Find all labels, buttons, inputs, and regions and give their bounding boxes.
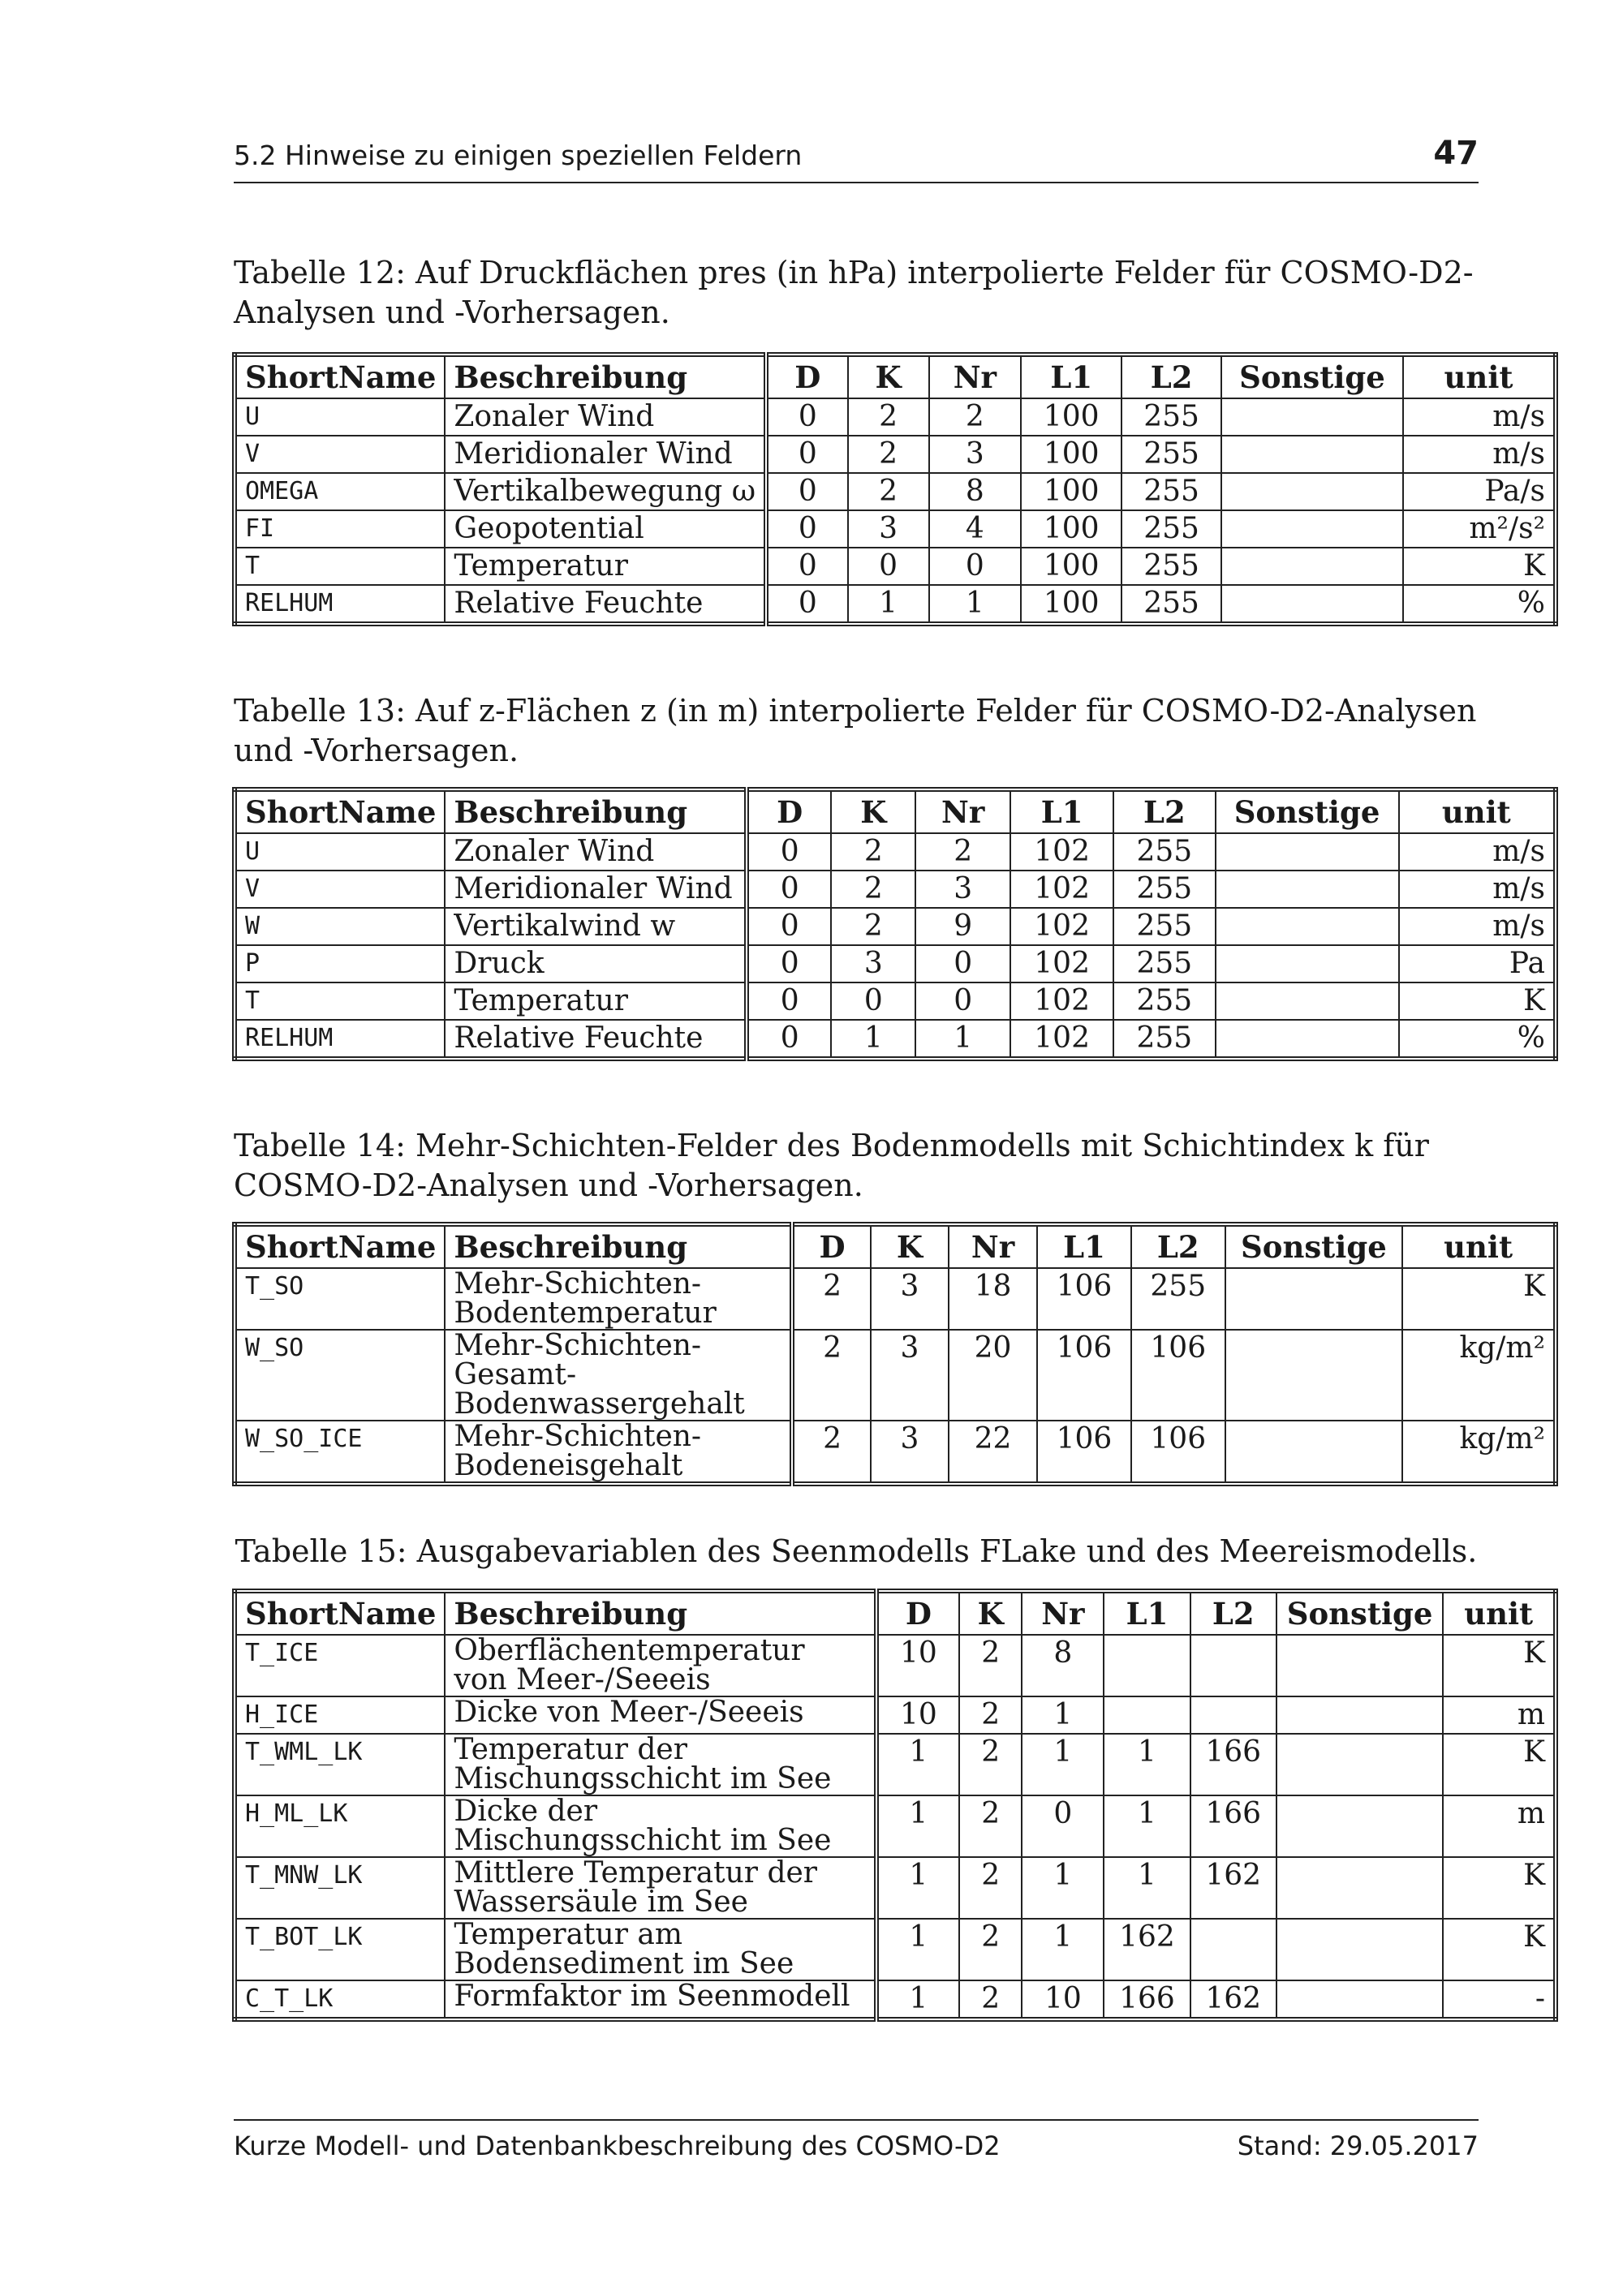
cell-l1: 106 xyxy=(1037,1421,1131,1484)
cell-nr: 3 xyxy=(915,871,1010,908)
table-row xyxy=(235,548,1556,585)
cell-shortname: T xyxy=(235,548,445,585)
cell-sonstige xyxy=(1276,1635,1444,1696)
header-unit: unit xyxy=(1443,1591,1556,1635)
cell-nr: 4 xyxy=(929,510,1021,548)
cell-l2: 166 xyxy=(1190,1734,1276,1795)
header-nr: Nr xyxy=(929,355,1021,398)
header-beschreibung: Beschreibung xyxy=(445,355,766,398)
header-nr: Nr xyxy=(1022,1591,1104,1635)
cell-sonstige xyxy=(1216,908,1399,945)
cell-shortname: U xyxy=(235,398,445,436)
header-l1: L1 xyxy=(1010,789,1113,833)
cell-beschreibung: Relative Feuchte xyxy=(445,1020,747,1059)
page-number: 47 xyxy=(1433,135,1479,172)
table15-caption: Tabelle 15: Ausgabevariablen des Seenmodells FLake und des Meereismodells. xyxy=(235,1533,1478,1569)
cell-beschreibung: Mittlere Temperatur der Wassersäule im See xyxy=(445,1857,876,1919)
cell-l2: 255 xyxy=(1121,548,1221,585)
cell-sonstige xyxy=(1225,1268,1403,1330)
cell-shortname: H_ML_LK xyxy=(235,1795,445,1857)
cell-unit: K xyxy=(1402,1268,1556,1330)
cell-k: 3 xyxy=(871,1330,949,1421)
cell-nr: 0 xyxy=(915,945,1010,982)
cell-nr: 1 xyxy=(1022,1734,1104,1795)
cell-beschreibung: Oberflächentemperatur von Meer-/Seeeis xyxy=(445,1635,876,1696)
cell-unit: Pa xyxy=(1399,945,1556,982)
cell-sonstige xyxy=(1276,1857,1444,1919)
cell-unit: K xyxy=(1443,1635,1556,1696)
header-d: D xyxy=(792,1224,870,1268)
cell-l2: 255 xyxy=(1113,1020,1215,1059)
cell-d: 2 xyxy=(792,1330,870,1421)
cell-d: 1 xyxy=(876,1919,959,1980)
table-row xyxy=(235,1268,1556,1330)
header-k: K xyxy=(959,1591,1022,1635)
cell-k: 2 xyxy=(959,1795,1022,1857)
table14-caption: Tabelle 14: Mehr-Schichten-Felder des Bodenmodells mit Schichtindex k für COSMO-D2-Analysen und -Vorhersagen. xyxy=(234,1128,1429,1203)
cell-d: 0 xyxy=(747,1020,831,1059)
header-sonstige: Sonstige xyxy=(1216,789,1399,833)
table-row xyxy=(235,473,1556,510)
header-shortname: ShortName xyxy=(235,1591,445,1635)
cell-shortname: C_T_LK xyxy=(235,1980,445,2019)
table15 xyxy=(232,1589,1558,2022)
cell-nr: 8 xyxy=(929,473,1021,510)
cell-sonstige xyxy=(1225,1421,1403,1484)
cell-l1: 102 xyxy=(1010,908,1113,945)
header-l2: L2 xyxy=(1121,355,1221,398)
cell-unit: % xyxy=(1399,1020,1556,1059)
cell-unit: K xyxy=(1443,1919,1556,1980)
cell-sonstige xyxy=(1221,510,1403,548)
cell-k: 2 xyxy=(959,1857,1022,1919)
cell-k: 2 xyxy=(831,871,915,908)
cell-l1: 100 xyxy=(1021,548,1121,585)
table-row xyxy=(235,1857,1556,1919)
cell-shortname: RELHUM xyxy=(235,585,445,624)
cell-nr: 2 xyxy=(929,398,1021,436)
footer-title: Kurze Modell- und Datenbankbeschreibung des COSMO-D2 xyxy=(234,2130,1001,2161)
cell-d: 0 xyxy=(747,945,831,982)
cell-shortname: P xyxy=(235,945,445,982)
cell-l2: 162 xyxy=(1190,1857,1276,1919)
cell-unit: m/s xyxy=(1399,871,1556,908)
cell-d: 1 xyxy=(876,1795,959,1857)
cell-l1: 1 xyxy=(1104,1734,1190,1795)
cell-shortname: T_MNW_LK xyxy=(235,1857,445,1919)
header-l2: L2 xyxy=(1113,789,1215,833)
cell-nr: 0 xyxy=(915,982,1010,1020)
header-shortname: ShortName xyxy=(235,1224,445,1268)
header-d: D xyxy=(766,355,847,398)
cell-unit: kg/m² xyxy=(1402,1330,1556,1421)
cell-d: 0 xyxy=(747,871,831,908)
cell-l1: 102 xyxy=(1010,982,1113,1020)
cell-beschreibung: Temperatur xyxy=(445,548,766,585)
cell-sonstige xyxy=(1276,1795,1444,1857)
cell-beschreibung: Geopotential xyxy=(445,510,766,548)
cell-l2: 255 xyxy=(1113,945,1215,982)
cell-nr: 0 xyxy=(929,548,1021,585)
cell-sonstige xyxy=(1216,833,1399,871)
cell-beschreibung: Mehr-Schichten-Bodentemperatur xyxy=(445,1268,792,1330)
cell-l2: 255 xyxy=(1121,436,1221,473)
header-shortname: ShortName xyxy=(235,789,445,833)
header-l2: L2 xyxy=(1131,1224,1225,1268)
cell-unit: % xyxy=(1403,585,1556,624)
header-beschreibung: Beschreibung xyxy=(445,1591,876,1635)
cell-l1: 106 xyxy=(1037,1330,1131,1421)
cell-shortname: FI xyxy=(235,510,445,548)
cell-d: 1 xyxy=(876,1980,959,2019)
cell-sonstige xyxy=(1221,398,1403,436)
table-row xyxy=(235,945,1556,982)
cell-l1: 100 xyxy=(1021,398,1121,436)
cell-k: 2 xyxy=(959,1635,1022,1696)
cell-k: 2 xyxy=(831,908,915,945)
header-beschreibung: Beschreibung xyxy=(445,1224,792,1268)
cell-shortname: T_BOT_LK xyxy=(235,1919,445,1980)
cell-beschreibung: Mehr-Schichten-Bodeneisgehalt xyxy=(445,1421,792,1484)
cell-l2 xyxy=(1190,1635,1276,1696)
cell-sonstige xyxy=(1276,1734,1444,1795)
table-row xyxy=(235,871,1556,908)
cell-beschreibung: Formfaktor im Seenmodell xyxy=(445,1980,876,2019)
cell-nr: 2 xyxy=(915,833,1010,871)
cell-d: 0 xyxy=(766,473,847,510)
cell-shortname: T_ICE xyxy=(235,1635,445,1696)
cell-l1: 166 xyxy=(1104,1980,1190,2019)
cell-k: 2 xyxy=(848,398,929,436)
cell-beschreibung: Vertikalwind w xyxy=(445,908,747,945)
cell-shortname: T_WML_LK xyxy=(235,1734,445,1795)
table-row xyxy=(235,510,1556,548)
header-l1: L1 xyxy=(1021,355,1121,398)
cell-shortname: U xyxy=(235,833,445,871)
cell-k: 3 xyxy=(831,945,915,982)
cell-nr: 20 xyxy=(949,1330,1037,1421)
cell-unit: m/s xyxy=(1399,908,1556,945)
cell-unit: - xyxy=(1443,1980,1556,2019)
header-l2: L2 xyxy=(1190,1591,1276,1635)
header-unit: unit xyxy=(1402,1224,1556,1268)
table-row xyxy=(235,1734,1556,1795)
cell-l1: 162 xyxy=(1104,1919,1190,1980)
cell-nr: 8 xyxy=(1022,1635,1104,1696)
cell-l2: 255 xyxy=(1121,510,1221,548)
cell-l2: 166 xyxy=(1190,1795,1276,1857)
cell-shortname: H_ICE xyxy=(235,1696,445,1734)
cell-unit: m/s xyxy=(1403,436,1556,473)
cell-sonstige xyxy=(1216,945,1399,982)
cell-nr: 9 xyxy=(915,908,1010,945)
cell-l2: 106 xyxy=(1131,1421,1225,1484)
cell-k: 2 xyxy=(959,1734,1022,1795)
cell-shortname: T xyxy=(235,982,445,1020)
page-footer xyxy=(234,2119,1479,2161)
page-header xyxy=(234,135,1479,183)
cell-nr: 1 xyxy=(929,585,1021,624)
cell-unit: K xyxy=(1443,1734,1556,1795)
table-row xyxy=(235,1980,1556,2019)
cell-unit: K xyxy=(1399,982,1556,1020)
cell-shortname: OMEGA xyxy=(235,473,445,510)
table14 xyxy=(232,1222,1558,1486)
cell-d: 10 xyxy=(876,1635,959,1696)
table13-caption: Tabelle 13: Auf z-Flächen z (in m) interpolierte Felder für COSMO-D2-Analysen und -Vorhersagen. xyxy=(234,693,1477,768)
cell-k: 2 xyxy=(959,1919,1022,1980)
cell-beschreibung: Zonaler Wind xyxy=(445,398,766,436)
cell-l1: 106 xyxy=(1037,1268,1131,1330)
cell-shortname: V xyxy=(235,871,445,908)
cell-unit: m xyxy=(1443,1696,1556,1734)
cell-d: 0 xyxy=(766,398,847,436)
cell-l1 xyxy=(1104,1696,1190,1734)
cell-d: 0 xyxy=(747,833,831,871)
table-row xyxy=(235,908,1556,945)
cell-k: 2 xyxy=(959,1980,1022,2019)
cell-sonstige xyxy=(1276,1696,1444,1734)
cell-shortname: W_SO xyxy=(235,1330,445,1421)
cell-nr: 1 xyxy=(1022,1696,1104,1734)
cell-beschreibung: Temperatur xyxy=(445,982,747,1020)
table-row xyxy=(235,1020,1556,1059)
cell-k: 2 xyxy=(848,473,929,510)
cell-d: 2 xyxy=(792,1268,870,1330)
cell-beschreibung: Temperatur am Bodensediment im See xyxy=(445,1919,876,1980)
cell-nr: 1 xyxy=(1022,1857,1104,1919)
cell-unit: K xyxy=(1443,1857,1556,1919)
cell-l1: 102 xyxy=(1010,1020,1113,1059)
cell-beschreibung: Meridionaler Wind xyxy=(445,436,766,473)
cell-sonstige xyxy=(1221,585,1403,624)
cell-beschreibung: Vertikalbewegung ω xyxy=(445,473,766,510)
table12 xyxy=(232,352,1558,626)
cell-k: 3 xyxy=(871,1421,949,1484)
header-d: D xyxy=(747,789,831,833)
cell-shortname: RELHUM xyxy=(235,1020,445,1059)
header-k: K xyxy=(871,1224,949,1268)
header-beschreibung: Beschreibung xyxy=(445,789,747,833)
cell-unit: Pa/s xyxy=(1403,473,1556,510)
cell-l2 xyxy=(1190,1919,1276,1980)
table-row xyxy=(235,1421,1556,1484)
cell-beschreibung: Druck xyxy=(445,945,747,982)
header-nr: Nr xyxy=(915,789,1010,833)
cell-nr: 1 xyxy=(1022,1919,1104,1980)
cell-l2: 255 xyxy=(1121,398,1221,436)
cell-d: 0 xyxy=(766,585,847,624)
cell-d: 0 xyxy=(747,982,831,1020)
cell-d: 10 xyxy=(876,1696,959,1734)
cell-unit: kg/m² xyxy=(1402,1421,1556,1484)
cell-beschreibung: Mehr-Schichten-Gesamt-Bodenwassergehalt xyxy=(445,1330,792,1421)
cell-beschreibung: Zonaler Wind xyxy=(445,833,747,871)
cell-k: 2 xyxy=(959,1696,1022,1734)
cell-shortname: W_SO_ICE xyxy=(235,1421,445,1484)
cell-l1 xyxy=(1104,1635,1190,1696)
cell-k: 3 xyxy=(871,1268,949,1330)
cell-l1: 100 xyxy=(1021,510,1121,548)
cell-l2: 255 xyxy=(1121,585,1221,624)
header-d: D xyxy=(876,1591,959,1635)
cell-sonstige xyxy=(1276,1919,1444,1980)
cell-d: 1 xyxy=(876,1857,959,1919)
cell-l1: 1 xyxy=(1104,1795,1190,1857)
cell-sonstige xyxy=(1216,1020,1399,1059)
cell-nr: 3 xyxy=(929,436,1021,473)
cell-unit: K xyxy=(1403,548,1556,585)
table-row xyxy=(235,1919,1556,1980)
cell-l1: 102 xyxy=(1010,871,1113,908)
footer-date: Stand: 29.05.2017 xyxy=(1237,2130,1479,2161)
cell-d: 2 xyxy=(792,1421,870,1484)
table-row xyxy=(235,1696,1556,1734)
table-row xyxy=(235,982,1556,1020)
table13 xyxy=(232,787,1558,1061)
cell-k: 1 xyxy=(848,585,929,624)
cell-unit: m xyxy=(1443,1795,1556,1857)
cell-l1: 102 xyxy=(1010,833,1113,871)
cell-l1: 100 xyxy=(1021,473,1121,510)
table-header-row xyxy=(235,789,1556,833)
table-header-row xyxy=(235,355,1556,398)
cell-d: 0 xyxy=(766,510,847,548)
cell-unit: m/s xyxy=(1403,398,1556,436)
table-header-row xyxy=(235,1591,1556,1635)
cell-beschreibung: Dicke von Meer-/Seeeis xyxy=(445,1696,876,1734)
cell-nr: 18 xyxy=(949,1268,1037,1330)
table12-caption: Tabelle 12: Auf Druckflächen pres (in hPa) interpolierte Felder für COSMO-D2-Analysen und -Vorhersagen. xyxy=(234,255,1474,330)
table-row xyxy=(235,398,1556,436)
cell-l1: 100 xyxy=(1021,436,1121,473)
cell-d: 0 xyxy=(766,436,847,473)
table-row xyxy=(235,436,1556,473)
section-title: 5.2 Hinweise zu einigen speziellen Feldern xyxy=(234,140,803,171)
cell-k: 2 xyxy=(831,833,915,871)
table-header-row xyxy=(235,1224,1556,1268)
cell-l1: 100 xyxy=(1021,585,1121,624)
cell-k: 0 xyxy=(831,982,915,1020)
cell-sonstige xyxy=(1225,1330,1403,1421)
cell-nr: 22 xyxy=(949,1421,1037,1484)
cell-sonstige xyxy=(1221,548,1403,585)
header-l1: L1 xyxy=(1037,1224,1131,1268)
cell-beschreibung: Meridionaler Wind xyxy=(445,871,747,908)
cell-d: 0 xyxy=(766,548,847,585)
cell-l2: 255 xyxy=(1113,908,1215,945)
cell-k: 0 xyxy=(848,548,929,585)
header-unit: unit xyxy=(1399,789,1556,833)
cell-sonstige xyxy=(1216,982,1399,1020)
cell-d: 1 xyxy=(876,1734,959,1795)
cell-l2: 255 xyxy=(1121,473,1221,510)
cell-l1: 102 xyxy=(1010,945,1113,982)
cell-k: 1 xyxy=(831,1020,915,1059)
cell-l1: 1 xyxy=(1104,1857,1190,1919)
cell-sonstige xyxy=(1221,473,1403,510)
cell-l2: 255 xyxy=(1113,982,1215,1020)
cell-nr: 1 xyxy=(915,1020,1010,1059)
header-k: K xyxy=(831,789,915,833)
cell-l2: 106 xyxy=(1131,1330,1225,1421)
cell-l2 xyxy=(1190,1696,1276,1734)
cell-beschreibung: Relative Feuchte xyxy=(445,585,766,624)
header-k: K xyxy=(848,355,929,398)
cell-k: 3 xyxy=(848,510,929,548)
table-row xyxy=(235,585,1556,624)
cell-nr: 0 xyxy=(1022,1795,1104,1857)
cell-l2: 162 xyxy=(1190,1980,1276,2019)
cell-d: 0 xyxy=(747,908,831,945)
cell-k: 2 xyxy=(848,436,929,473)
cell-l2: 255 xyxy=(1113,833,1215,871)
table-row xyxy=(235,1635,1556,1696)
cell-beschreibung: Dicke der Mischungsschicht im See xyxy=(445,1795,876,1857)
cell-unit: m²/s² xyxy=(1403,510,1556,548)
cell-beschreibung: Temperatur der Mischungsschicht im See xyxy=(445,1734,876,1795)
cell-sonstige xyxy=(1221,436,1403,473)
header-sonstige: Sonstige xyxy=(1225,1224,1403,1268)
cell-l2: 255 xyxy=(1113,871,1215,908)
cell-unit: m/s xyxy=(1399,833,1556,871)
header-shortname: ShortName xyxy=(235,355,445,398)
cell-sonstige xyxy=(1216,871,1399,908)
header-sonstige: Sonstige xyxy=(1221,355,1403,398)
table-row xyxy=(235,833,1556,871)
cell-nr: 10 xyxy=(1022,1980,1104,2019)
cell-sonstige xyxy=(1276,1980,1444,2019)
header-sonstige: Sonstige xyxy=(1276,1591,1444,1635)
cell-l2: 255 xyxy=(1131,1268,1225,1330)
table-row xyxy=(235,1795,1556,1857)
table-row xyxy=(235,1330,1556,1421)
header-unit: unit xyxy=(1403,355,1556,398)
header-l1: L1 xyxy=(1104,1591,1190,1635)
cell-shortname: V xyxy=(235,436,445,473)
cell-shortname: T_SO xyxy=(235,1268,445,1330)
cell-shortname: W xyxy=(235,908,445,945)
header-nr: Nr xyxy=(949,1224,1037,1268)
